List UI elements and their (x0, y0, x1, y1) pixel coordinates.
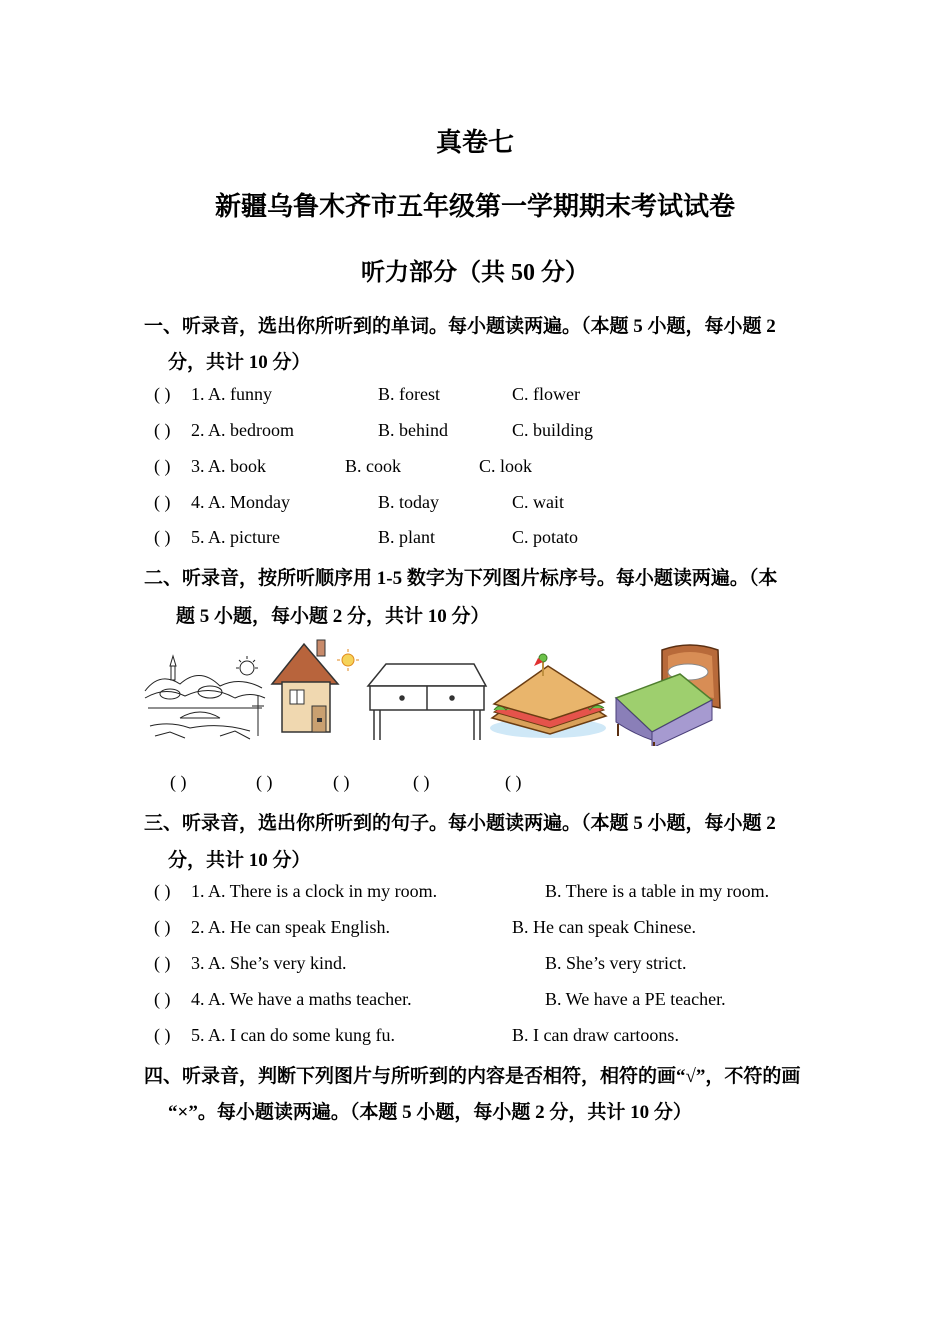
answer-blank[interactable]: ( ) (154, 384, 171, 404)
section1-heading-line1: 一、听录音，选出你所听到的单词。每小题读两遍。（本题 5 小题，每小题 2 (144, 316, 776, 337)
house-picture (272, 640, 359, 732)
option-b: B. I can draw cartoons. (512, 1025, 679, 1045)
answer-blank[interactable]: ( ) (154, 456, 171, 476)
section4-heading-line2: “×”。每小题读两遍。（本题 5 小题，每小题 2 分，共计 10 分） (168, 1102, 692, 1123)
section2-heading-line1: 二、听录音，按所听顺序用 1-5 数字为下列图片标序号。每小题读两遍。（本 (144, 568, 778, 589)
option-c: C. wait (512, 492, 564, 512)
option-a: 3. A. She’s very kind. (191, 953, 347, 973)
section3-heading-line1: 三、听录音，选出你所听到的句子。每小题读两遍。（本题 5 小题，每小题 2 (144, 813, 776, 834)
option-b: B. today (378, 492, 439, 512)
exam-title: 真卷七 (435, 128, 514, 157)
option-b: B. plant (378, 527, 435, 547)
desk-picture (368, 664, 486, 740)
answer-blank[interactable]: ( ) (154, 527, 171, 547)
section3-heading-line2: 分，共计 10 分） (168, 850, 311, 871)
sandwich-picture (490, 654, 606, 738)
park-picture (145, 656, 265, 739)
option-c: C. flower (512, 384, 580, 404)
option-b: B. She’s very strict. (545, 953, 687, 973)
option-a: 3. A. book (191, 456, 267, 476)
option-b: B. There is a table in my room. (545, 881, 770, 901)
picture-answer-blank[interactable]: ( ) (256, 772, 273, 792)
picture-answer-blank[interactable]: ( ) (170, 772, 187, 792)
option-a: 2. A. He can speak English. (191, 917, 390, 937)
picture-answer-blank[interactable]: ( ) (413, 772, 430, 792)
section1-heading-line2: 分，共计 10 分） (168, 352, 311, 373)
option-b: B. forest (378, 384, 440, 404)
section2-pictures (140, 636, 730, 746)
picture-answer-blank[interactable]: ( ) (333, 772, 350, 792)
option-a: 4. A. We have a maths teacher. (191, 989, 412, 1009)
option-b: B. behind (378, 420, 448, 440)
section2-heading-line2: 题 5 小题，每小题 2 分，共计 10 分） (176, 606, 490, 627)
option-a: 2. A. bedroom (191, 420, 294, 440)
exam-subtitle: 新疆乌鲁木齐市五年级第一学期期末考试试卷 (214, 192, 735, 221)
answer-blank[interactable]: ( ) (154, 989, 171, 1009)
option-b: B. We have a PE teacher. (545, 989, 726, 1009)
option-a: 5. A. I can do some kung fu. (191, 1025, 395, 1045)
bed-picture (616, 645, 720, 746)
answer-blank[interactable]: ( ) (154, 1025, 171, 1045)
option-a: 4. A. Monday (191, 492, 290, 512)
option-c: C. look (479, 456, 533, 476)
answer-blank[interactable]: ( ) (154, 492, 171, 512)
option-b: B. cook (345, 456, 401, 476)
option-c: C. building (512, 420, 594, 440)
picture-answer-blank[interactable]: ( ) (505, 772, 522, 792)
part-title: 听力部分（共 50 分） (361, 260, 589, 286)
answer-blank[interactable]: ( ) (154, 420, 171, 440)
answer-blank[interactable]: ( ) (154, 881, 171, 901)
answer-blank[interactable]: ( ) (154, 953, 171, 973)
option-a: 1. A. There is a clock in my room. (191, 881, 438, 901)
option-a: 5. A. picture (191, 527, 280, 547)
option-c: C. potato (512, 527, 578, 547)
section4-heading-line1: 四、听录音，判断下列图片与所听到的内容是否相符，相符的画“√”，不符的画 (144, 1066, 801, 1087)
option-a: 1. A. funny (191, 384, 272, 404)
answer-blank[interactable]: ( ) (154, 917, 171, 937)
option-b: B. He can speak Chinese. (512, 917, 696, 937)
